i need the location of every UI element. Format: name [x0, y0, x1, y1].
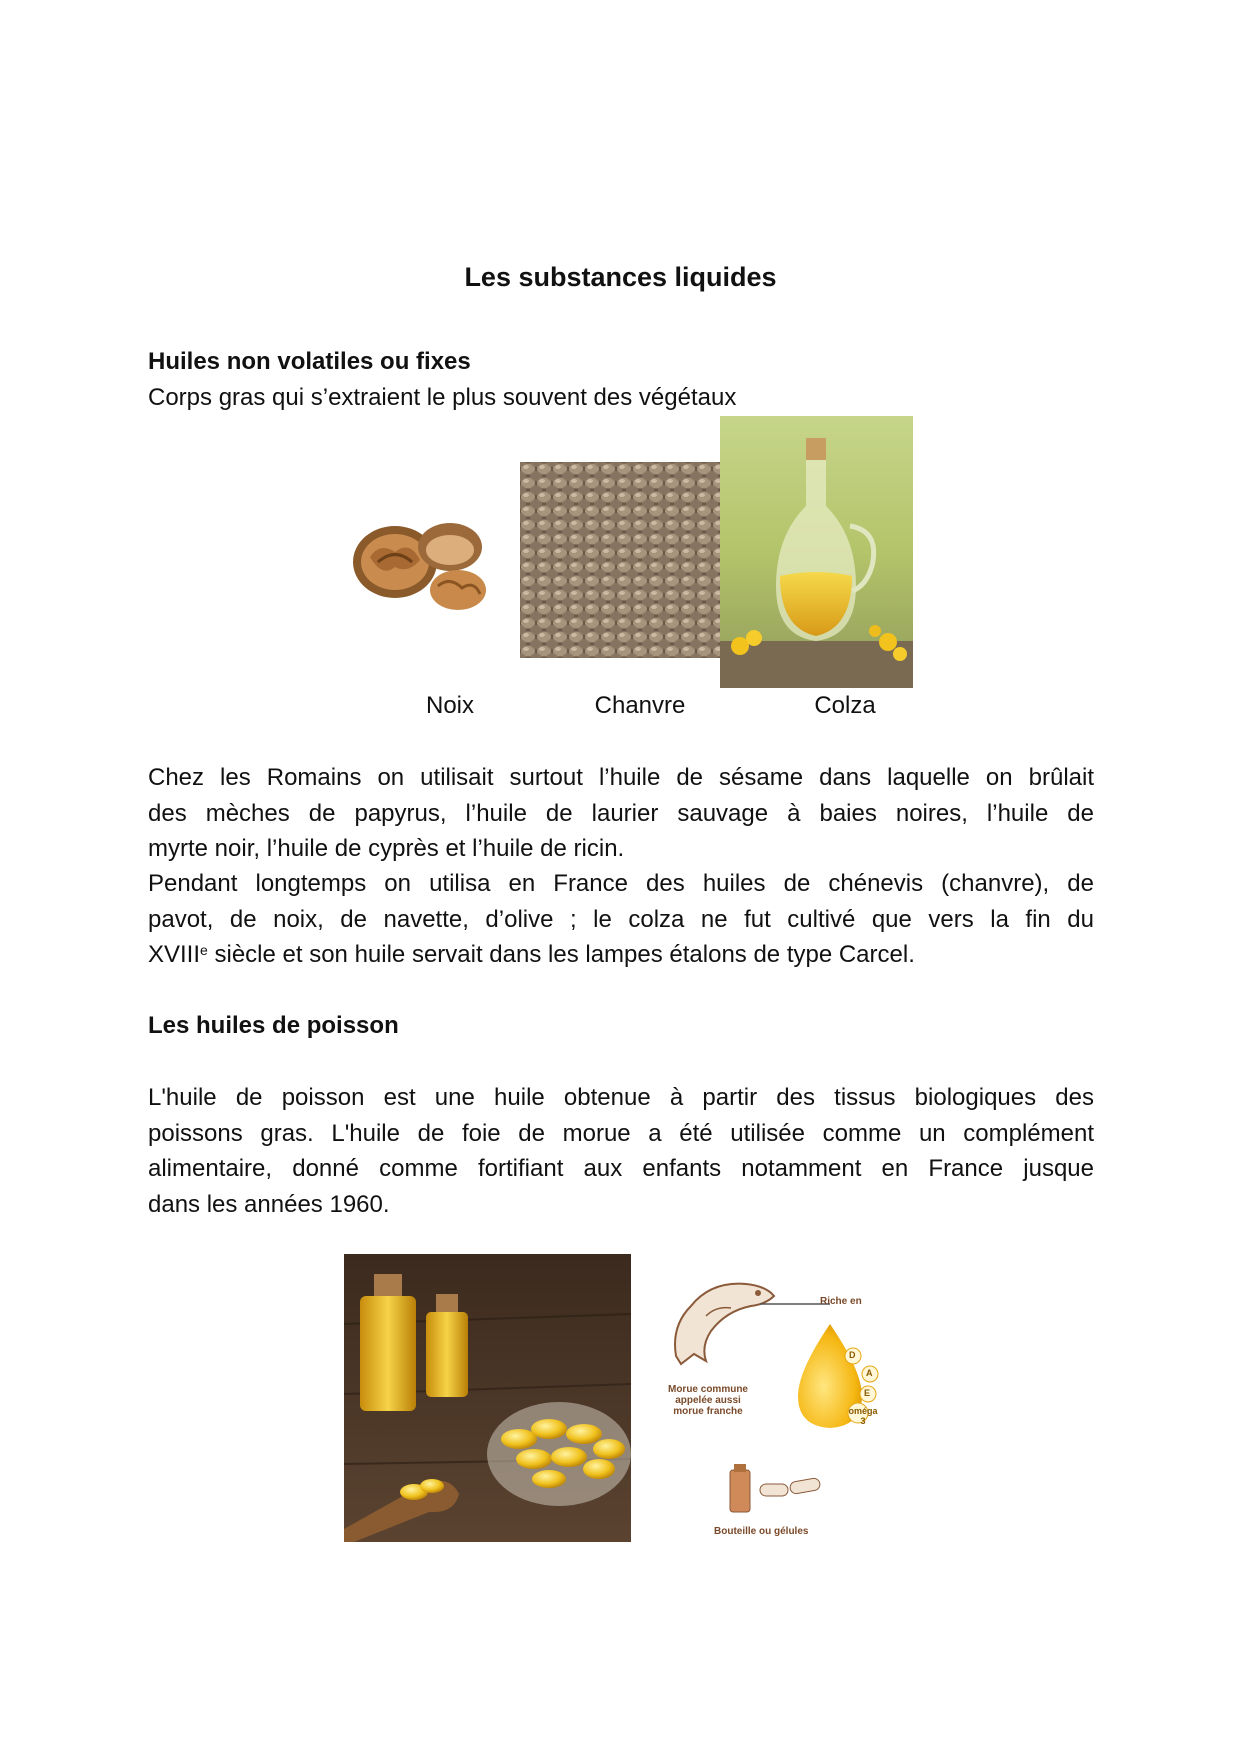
section-heading-fixed-oils: Huiles non volatiles ou fixes	[148, 348, 471, 375]
caption-noix: Noix	[425, 692, 474, 719]
label-riche-en: Riche en	[820, 1296, 862, 1307]
label-bouteille: Bouteille ou gélules	[714, 1526, 809, 1537]
label-morue: Morue commune appelée aussi morue franche	[667, 1384, 748, 1417]
walnut-image	[350, 512, 495, 616]
section-heading-fish-oils: Les huiles de poisson	[148, 1012, 399, 1039]
section-subtitle: Corps gras qui s’extraient le plus souvent des végétaux	[148, 384, 737, 411]
caption-chanvre: Chanvre	[594, 692, 686, 719]
paragraph-romans: Chez les Romains on utilisait surtout l’huile de sésame dans laquelle on brûlait des mèches de papyrus, l’huile de laurier sauvage à baies noires, l’huile de myrte noir, l’huile de cyprès et l’huile de ricin.	[148, 764, 1094, 862]
omega-3: oméga 3	[848, 1406, 878, 1426]
fish-oil-capsules-image	[344, 1254, 631, 1542]
cod-liver-infographic	[660, 1266, 900, 1546]
hemp-seeds-image	[520, 462, 720, 658]
vitamin-e: E	[864, 1388, 871, 1398]
page-title: Les substances liquides	[464, 262, 777, 292]
rapeseed-oil-image	[720, 416, 913, 688]
paragraph-fish-oil: L'huile de poisson est une huile obtenue à partir des tissus biologiques des poissons gras. L'huile de foie de morue a été utilisée comme un complément alimentaire, donné comme fortifiant aux enfants notamment en France jusque dans les années 1960.	[148, 1084, 1094, 1218]
bottle-capsules-icon	[720, 1462, 830, 1522]
vitamin-a: A	[866, 1368, 873, 1378]
vitamin-d: D	[849, 1350, 856, 1360]
caption-colza: Colza	[814, 692, 876, 719]
cod-fish-icon	[666, 1266, 786, 1366]
paragraph-france: Pendant longtemps on utilisa en France des huiles de chénevis (chanvre), de pavot, de noix, de navette, d’olive ; le colza ne fut cultivé que vers la fin du XVIIIe siècle et son huile servait dans les lampes étalons de type Carcel.	[148, 870, 1094, 968]
